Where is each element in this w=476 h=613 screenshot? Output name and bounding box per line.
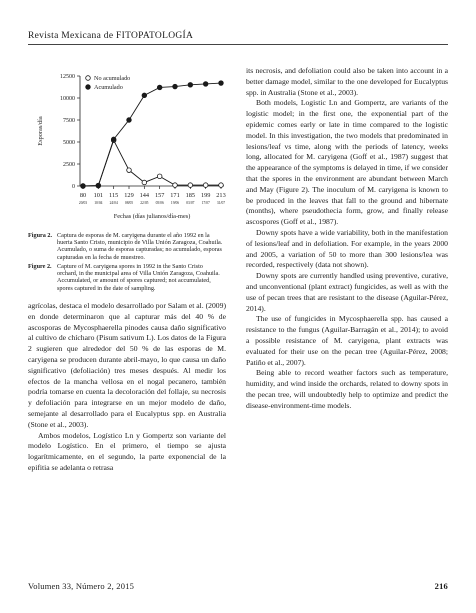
caption-label-es: Figura 2. [28,232,53,239]
data-point-acumulado [127,118,132,123]
data-point-no-acumulado [173,183,178,188]
data-point-no-acumulado [142,180,147,185]
figure-caption-es [28,232,224,261]
x-date-label: 10/04 [94,201,103,205]
x-tick-label: 171 [170,192,180,199]
right-paragraph: Both models, Logistic Ln and Gompertz, are variants of the logistic model; in the first one, the exponential part of the epidemic comes early or late in time compared to the logistic model. In this investigation, the two models that predominated in lesions/leaf vs time, along with the periods of latency, weeks long, allocated for M. caryigena (Goff et al., 1987) suggest that the appearance of the symptoms is delayed in time, if we consider that the spores in the environment are abundant between March and May (Figure 2). The inoculum of M. caryigena is known to be produced in the leaves that fall to the ground and hibernate (months), where pseudothecia form, grow, and finally release ascospores (Goff et al., 1987). [246,98,448,227]
figure-caption-en [28,263,224,292]
x-date-label: 20/03 [78,201,88,205]
caption-label-en: Figure 2. [28,263,52,270]
caption-text-en: Capture of M. caryigena spores in 1992 in the Santo Cristo orchard, in the municipal area of Villa Unión Zaragoza, Coahuila. Accumulated, or amount of spores captured; not accumulated, spores captured in the date of sampling. [57,263,220,292]
x-tick-label: 129 [124,192,134,199]
right-paragraph: Downy spots are currently handled using preventive, curative, and unconventional (plant extract) fungicides, as well as with the use of pecan trees that are resistant to the disease (Aguilar-Pérez, 2014). [246,271,448,313]
data-point-acumulado [96,183,101,188]
x-date-label: 05/06 [155,201,164,205]
right-paragraph: Being able to record weather factors such as temperature, humidity, and wind inside the orchards, related to downy spots in the pecan tree, will undoubtedly help to optimize and predict the disease-environment-time models. [246,368,448,410]
data-point-acumulado [173,84,178,89]
x-tick-label: 80 [79,192,87,199]
left-paragraph: Ambos modelos, Logístico Ln y Gompertz son variante del modelo Logístico. En el primero, el tiempo se ajusta logarítmicamente, en el segundo, la parte exponencial de la epifitia se adelanta o retrasa [28,430,226,472]
data-point-acumulado [203,82,208,87]
x-date-label: 08/05 [124,201,134,205]
data-point-acumulado [219,81,224,86]
x-axis-title: Fechas (días julianos/día-mes) [113,213,191,220]
x-date-label: 17/07 [201,201,210,205]
data-point-no-acumulado [203,183,208,188]
y-axis-title: Esporas/día [37,116,44,146]
header-rule [28,44,448,45]
left-column [28,301,226,474]
x-tick-label: 157 [154,192,165,199]
page-number: 216 [434,581,448,591]
y-tick-label: 12500 [60,74,75,81]
data-point-no-acumulado [219,183,224,188]
y-tick-label: 0 [72,184,75,191]
left-paragraph: agrícolas, destaca el modelo desarrollado por Salam et al. (2009) en donde determinaron que al capturar más del 40 % de ascosporas de Mycosphaerella pinodes causa daño significativo al cultivo de chícharo (Pisum sativum L). Los datos de la Figura 2 sugieren que alrededor del 50 % de las esporas de M. caryigena se producen durante abril-mayo, lo que causa un daño significativo (defoliación) tres meses después. Al medir los efectos de la mancha vellosa en el nogal pecanero, también podría tomarse en cuenta la decoloración del follaje, su necrosis y defoliación para integrarse en un mejor modelo de daño, semejante al desarrollado para el Eucalyptus spp. en Australia (Stone et al., 2003). [28,301,226,429]
spore-capture-chart [28,64,228,224]
x-tick-label: 115 [109,192,119,199]
x-date-label: 22/05 [140,201,149,205]
x-tick-label: 213 [216,192,226,199]
x-date-label: 24/04 [109,201,118,205]
data-point-acumulado [142,93,147,98]
y-tick-label: 7500 [63,118,75,125]
x-tick-label: 185 [185,192,196,199]
data-point-acumulado [111,137,116,142]
right-paragraph: its necrosis, and defoliation could also be taken into account in a better damage model, similar to the one developed for Eucalyptus spp. in Australia (Stone et al., 2003). [246,66,448,97]
volume-info: Volumen 33, Número 2, 2015 [28,581,135,591]
x-tick-label: 199 [200,192,211,199]
x-tick-label: 101 [93,192,104,199]
data-point-acumulado [157,85,162,90]
x-date-label: 31/07 [216,201,226,205]
legend-marker [86,85,91,90]
legend-label: No acumulado [94,75,131,83]
series-line-no-acumulado [83,140,221,186]
y-tick-label: 10000 [60,96,75,103]
y-tick-label: 2500 [63,162,75,169]
data-point-no-acumulado [157,174,162,179]
legend-label: Acumulado [94,84,123,92]
journal-header: Revista Mexicana de FITOPATOLOGÍA [28,31,194,41]
right-paragraph: The use of fungicides in Mycosphaerella spp. has caused a resistance to the fungus (Aguilar-Barragán et al., 2014); to avoid a possible resistance of M. caryigena, plant extracts was evaluated for their use on the pecan tree (Aguilar-Pérez, 2008; Patiño et al., 2007). [246,314,448,367]
right-column [246,66,448,412]
data-point-no-acumulado [188,183,193,188]
caption-text-es: Captura de esporas de M. caryigena durante el año 1992 en la huerta Santo Cristo, municipio de Villa Unión Zaragoza, Coahuila. Acumulado, o suma de esporas capturadas; no acumulado, esporas capturadas en la fecha de muestreo. [57,232,223,261]
data-point-acumulado [188,83,193,88]
x-date-label: 03/07 [186,201,195,205]
x-date-label: 19/06 [170,201,180,205]
series-line-acumulado [83,83,221,186]
data-point-acumulado [81,184,86,189]
x-tick-label: 144 [139,192,150,199]
y-tick-label: 5000 [63,140,75,147]
data-point-no-acumulado [127,168,132,173]
legend-marker [86,76,91,81]
page-footer [28,581,448,593]
right-paragraph: Downy spots have a wide variability, both in the manifestation of lesions/leaf and in defoliation. For example, in the years 2000 and 2005, a variation of 50 to more than 300 lesions/lea was recorded, respectively (data not shown). [246,227,448,270]
